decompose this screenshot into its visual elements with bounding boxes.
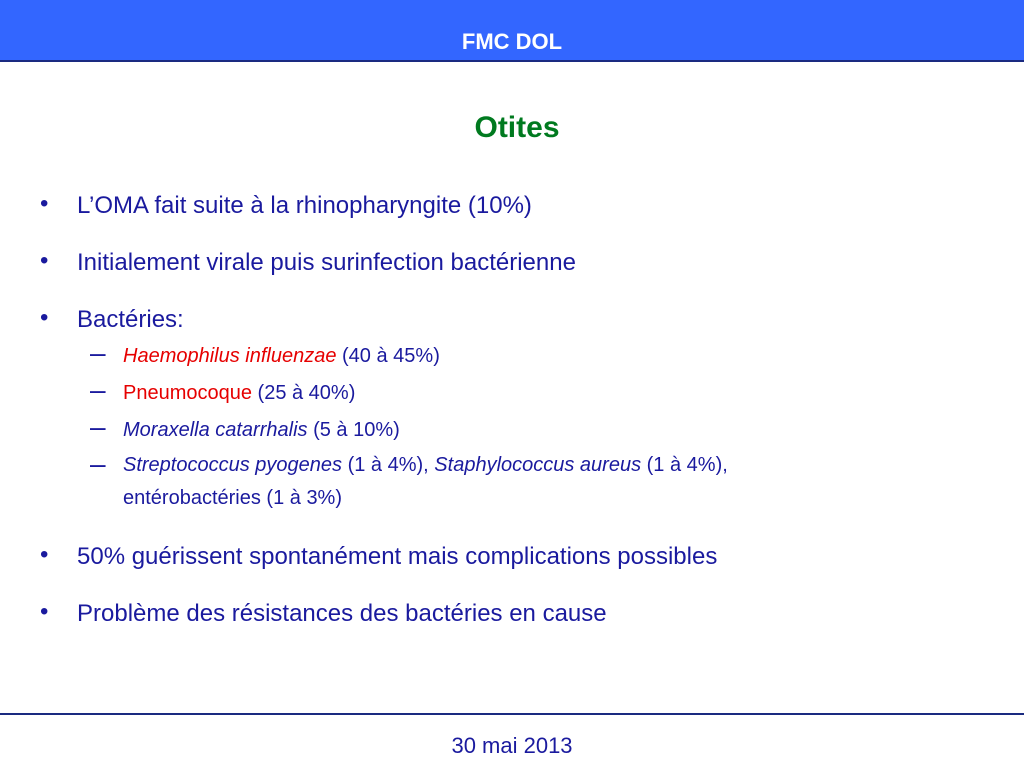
bacteria-name: Staphylococcus aureus [434, 454, 642, 476]
slide-title: Otites [474, 111, 560, 144]
bacteria-percentage: (5 à 10%) [307, 419, 400, 441]
bacteria-percentage: (1 à 4%), [641, 454, 728, 476]
bullet-text: Initialement virale puis surinfection bactérienne [77, 249, 576, 276]
dash-icon: – [90, 411, 106, 442]
bacteria-percentage: (1 à 4%), [342, 454, 435, 476]
bullet-dot-icon: • [40, 598, 49, 625]
bullet-text: 50% guérissent spontanément mais complications possibles [77, 543, 718, 570]
bullet-list [40, 186, 1000, 651]
bullet-text: Problème des résistances des bactéries en cause [77, 600, 607, 627]
dash-icon: – [90, 448, 106, 479]
footer-date: 30 mai 2013 [451, 733, 573, 758]
bacteria-percentage: (25 à 40%) [251, 382, 356, 404]
footer-divider [0, 713, 1024, 715]
bullet-text: Bactéries: [77, 306, 184, 333]
bacteria-name: Haemophilus influenzae [123, 345, 337, 367]
bullet-item [40, 186, 1000, 226]
dash-icon: – [90, 337, 106, 368]
bullet-dot-icon: • [40, 247, 49, 274]
header-title: FMC DOL [461, 29, 563, 54]
sub-bullet-item [40, 449, 1000, 515]
bacteria-extra: entérobactéries (1 à 3%) [123, 487, 343, 509]
bullet-item [40, 594, 1000, 634]
bacteria-name: Streptococcus pyogenes [123, 454, 343, 476]
bacteria-percentage: (40 à 45%) [336, 345, 440, 367]
bullet-dot-icon: • [40, 541, 49, 568]
sub-bullet-item [40, 338, 1000, 375]
bullet-item [40, 300, 1000, 340]
bullet-dot-icon: • [40, 190, 49, 217]
bacteria-name: Moraxella catarrhalis [123, 419, 308, 441]
sub-bullet-item [40, 375, 1000, 412]
bullet-item [40, 537, 1000, 577]
bullet-dot-icon: • [40, 304, 49, 331]
sub-bullet-list [40, 338, 1000, 515]
bullet-item [40, 243, 1000, 283]
bullet-text: L’OMA fait suite à la rhinopharyngite (10%) [77, 192, 532, 219]
dash-icon: – [90, 374, 106, 405]
sub-bullet-item [40, 412, 1000, 449]
bacteria-name: Pneumocoque [123, 382, 252, 404]
